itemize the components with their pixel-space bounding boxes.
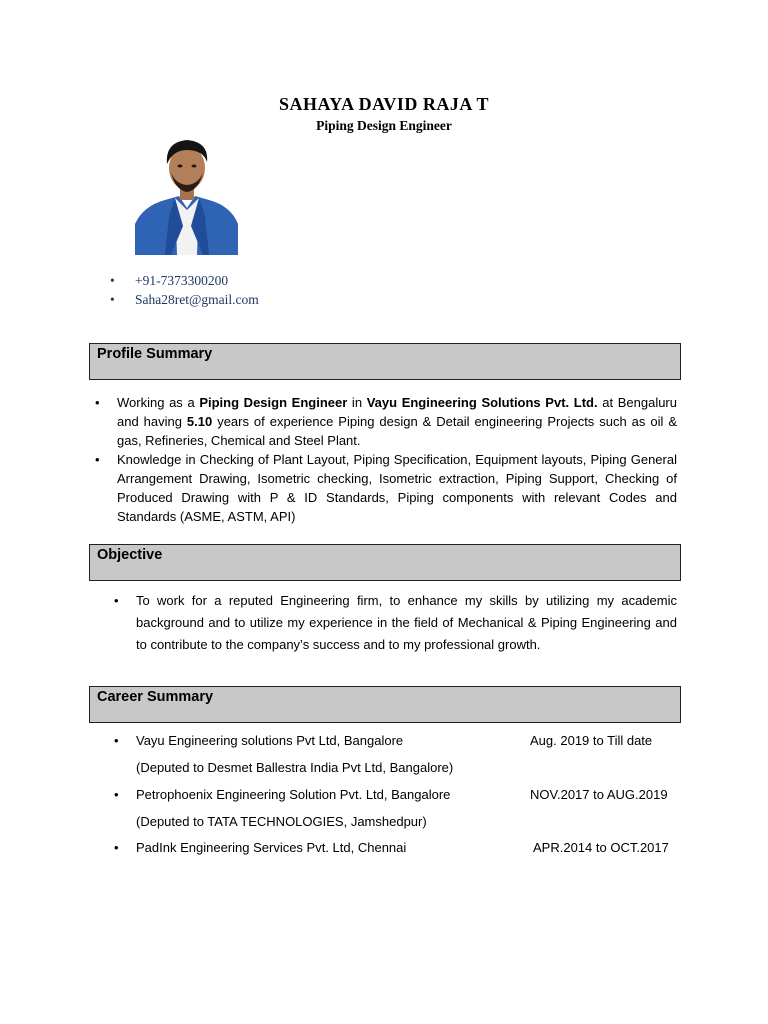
company-name: PadInk Engineering Services Pvt. Ltd, Chennai bbox=[136, 840, 407, 855]
text: To work for a reputed Engineering firm, to enhance my skills by utilizing my academic background and to utilize my experience in the field of Mechanical & Piping Engineering and to contribute to the company’s success and to my professional growth. bbox=[136, 593, 677, 652]
objective-heading: Objective bbox=[97, 547, 163, 563]
profile-summary-list bbox=[95, 393, 677, 526]
career-dates: NOV.2017 to AUG.2019 bbox=[530, 787, 668, 802]
bullet: • bbox=[114, 840, 119, 855]
objective-item bbox=[114, 590, 677, 656]
bullet: • bbox=[114, 787, 119, 802]
bullet: • bbox=[114, 733, 119, 748]
objective-list bbox=[114, 590, 677, 656]
career-dates: Aug. 2019 to Till date bbox=[530, 733, 653, 748]
profile-summary-heading: Profile Summary bbox=[97, 346, 213, 362]
career-summary-header bbox=[89, 686, 681, 723]
contact-email[interactable]: • Saha28ret@gmail.com bbox=[110, 290, 259, 309]
career-item bbox=[114, 733, 404, 748]
job-title: Piping Design Engineer bbox=[316, 118, 452, 133]
experience-years: 5.10 bbox=[186, 414, 213, 429]
candidate-name: SAHAYA DAVID RAJA T bbox=[278, 94, 490, 114]
person-photo-icon bbox=[135, 136, 238, 255]
contact-list bbox=[110, 271, 259, 309]
profile-summary-header bbox=[89, 343, 681, 380]
profile-photo bbox=[135, 136, 238, 255]
profile-summary-item bbox=[95, 450, 677, 526]
bullet: • bbox=[95, 452, 100, 467]
objective-header bbox=[89, 544, 681, 581]
company-emphasis: Vayu Engineering Solutions Pvt. Ltd. bbox=[366, 395, 598, 410]
career-item bbox=[114, 787, 451, 802]
text: Knowledge in Checking of Plant Layout, Piping Specification, Equipment layouts, Piping General Arrangement Drawing, Isometric checking, Isometric extraction, Piping Support, Checking of Produced Drawing with P & ID Standards, Piping components with relevant Codes and Standards (ASME, ASTM, API) bbox=[117, 452, 677, 524]
text: Working as a bbox=[117, 395, 200, 410]
career-item bbox=[114, 840, 407, 855]
text: in bbox=[347, 395, 367, 410]
profile-summary-item bbox=[95, 393, 677, 450]
text: at Bengaluru and having bbox=[117, 395, 677, 429]
company-name: Vayu Engineering solutions Pvt Ltd, Bangalore bbox=[136, 733, 404, 748]
career-summary-heading: Career Summary bbox=[97, 689, 214, 705]
career-dates: APR.2014 to OCT.2017 bbox=[533, 840, 669, 855]
company-name: Petrophoenix Engineering Solution Pvt. Ltd, Bangalore bbox=[136, 787, 451, 802]
text: years of experience Piping design & Detail engineering Projects such as oil & gas, Refineries, Chemical and Steel Plant. bbox=[117, 414, 677, 448]
deputation-note: (Deputed to TATA TECHNOLOGIES, Jamshedpur) bbox=[136, 814, 427, 829]
contact-phone: • +91-7373300200 bbox=[110, 271, 259, 290]
role-emphasis: Piping Design Engineer bbox=[199, 395, 348, 410]
bullet: • bbox=[114, 593, 119, 608]
deputation-note: (Deputed to Desmet Ballestra India Pvt Ltd, Bangalore) bbox=[136, 760, 454, 775]
bullet: • bbox=[95, 395, 100, 410]
